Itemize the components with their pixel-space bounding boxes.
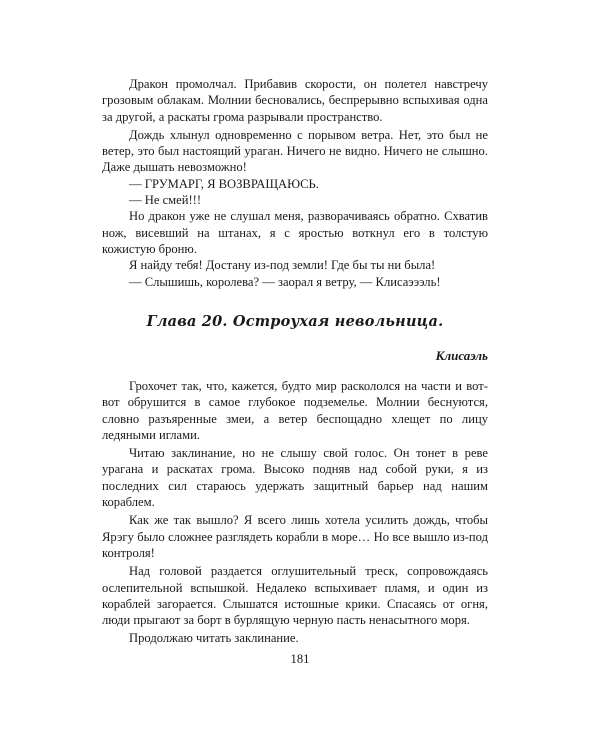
paragraph: — Слышишь, королева? — заорал я ветру, — Клисаэээль! [129, 274, 441, 289]
paragraph: — ГРУМАРГ, Я ВОЗВРАЩАЮСЬ. [129, 176, 319, 191]
paragraph: Над головой раздается оглушительный треск, сопровождаясь ослепительной вспышкой. Недалеко вспыхивает пламя, и один из кораблей загорается. Слышатся истошные крики. Спасаясь от огня, люди прыгают за борт в бурлящую черную пасть ненасытного моря. [102, 564, 488, 628]
page-number: 181 [290, 652, 310, 666]
paragraph: Я найду тебя! Достану из-под земли! Где бы ты ни была! [129, 258, 436, 273]
top-text-block [102, 76, 488, 290]
paragraph: — Не смей!!! [129, 193, 202, 208]
bottom-text-block [102, 378, 488, 647]
paragraph: Как же так вышло? Я всего лишь хотела усилить дождь, чтобы Ярэгу было сложнее разглядеть корабли в море… Но все вышло из-под контроля! [102, 513, 488, 560]
paragraph: Грохочет так, что, кажется, будто мир раскололся на части и вот-вот обрушится в самое глубокое подземелье. Молнии беснуются, словно разъяренные змеи, а ветер беспощадно хлещет по лицу ледяными иглами. [102, 379, 488, 442]
paragraph: Дождь хлынул одновременно с порывом ветра. Нет, это был не ветер, это был настоящий ураган. Ничего не видно. Ничего не слышно. Даже дышать невозможно! [102, 127, 488, 175]
pov-character-name: Клисаэль [435, 348, 488, 363]
paragraph: Продолжаю читать заклинание. [129, 631, 299, 646]
paragraph: Но дракон уже не слушал меня, разворачиваясь обратно. Схватив нож, висевший на штанах, я с яростью воткнул его в толстую кожистую броню. [102, 209, 488, 256]
chapter-title: Глава 20. Остроухая невольница. [146, 313, 444, 330]
paragraph: Читаю заклинание, но не слышу свой голос. Он тонет в реве урагана и раскатах грома. Высоко подняв над собой руки, я из последних сил стараюсь удержать защитный барьер над нашим кораблем. [102, 446, 488, 510]
paragraph: Дракон промолчал. Прибавив скорости, он полетел навстречу грозовым облакам. Молнии бесновались, беспрерывно вспыхивая одна за другой, а раскаты грома разрывали пространство. [102, 77, 488, 124]
